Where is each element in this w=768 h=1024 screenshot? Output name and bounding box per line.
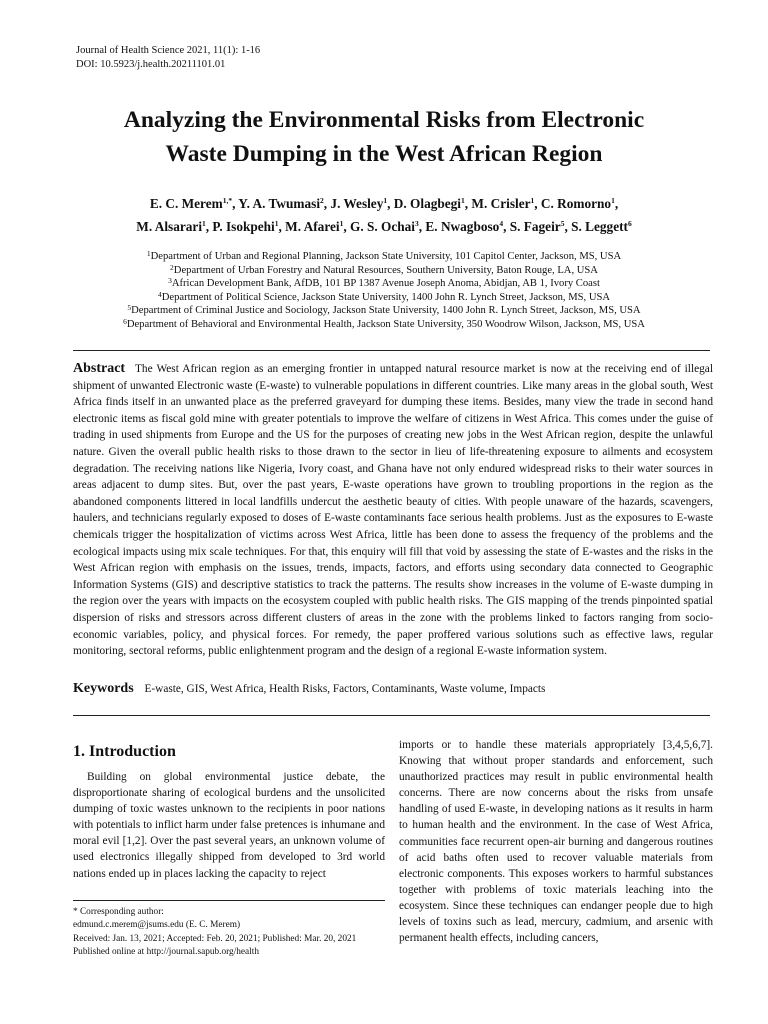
author-name: S. Fageir [509, 219, 561, 234]
author-name: M. Crisler [471, 196, 531, 211]
author-affiliation: 1 [461, 196, 465, 205]
author-name: M. Alsarari [136, 219, 203, 234]
author-affiliation: 1 [274, 219, 279, 228]
footnote-divider [73, 900, 385, 901]
author-affiliation: 3 [415, 219, 419, 228]
author-affiliation: 6 [627, 219, 632, 228]
author-line-2: M. Alsarari$^1$, P. Isokpehi$^1$, M. Afarei$^1$, G. S. Ochai$^3$, E. Nwagboso$^4$, S. Fageir$^5$, S. Leggett$^6$ [136, 219, 632, 234]
corresponding-author-label: * Corresponding author: [73, 907, 164, 917]
affiliation-text: Department of Urban Forestry and Natural Resources, Southern University, Baton Rouge, LA, USA [173, 264, 598, 276]
intro-paragraph-right: imports or to handle these materials appropriately [3,4,5,6,7]. Knowing that without proper standards and enforcement, such unauthorized practices may result in public environmental health concerns. There are now concerns about the risks from unsafe handling of used E-waste, in developing nations as it results in harm to human health and the environment. In the case of West Africa, communities face recurrent open-air burning and dangerous routines of acid baths often used to recover valuable materials from electronic components. This exposes workers to harmful substances together with problems of toxic materials leaching into the ecosystem. Since these techniques can endanger people due to high levels of toxins such as lead, mercury, cadmium, and arsenic with permanent health effects, including cancers, [399, 739, 713, 945]
affiliation-item [40, 291, 728, 305]
author-line-1: E. C. Merem$^{1,*}$, Y. A. Twumasi$^2$, J. Wesley$^1$, D. Olagbegi$^1$, M. Crisler$^1$, C. Romorno$^1$, [149, 196, 619, 211]
author-affiliation: 5 [560, 219, 565, 228]
affiliation-text: Department of Urban and Regional Planning, Jackson State University, 101 Capitol Center, Jackson, MS, USA [150, 251, 622, 262]
abstract-top-divider [73, 350, 710, 351]
author-affiliation: 1 [383, 196, 388, 205]
intro-paragraph-left: Building on global environmental justice debate, the disproportionate sharing of ecological burdens and the unsolicited dumping of toxic wastes unknown to the recipients in poor nations with potentials to inflict harm under false pretences is inhumane and moral evil [1,2]. Over the past several years, an unknown volume of used electronics illegally shipped from developed to 3rd world nations ended up in places lacking the capacity to reject [73, 771, 385, 880]
affiliation-number: 2 [170, 262, 174, 272]
keywords-section [73, 680, 713, 698]
author-affiliation: 1 [611, 196, 615, 205]
author-name: E. Nwagboso [425, 219, 500, 234]
affiliation-list [40, 250, 728, 332]
affiliation-item [40, 318, 728, 332]
journal-citation: Journal of Health Science 2021, 11(1): 1-16 [76, 45, 261, 56]
author-name: M. Afarei [285, 219, 340, 234]
published-online: Published online at http://journal.sapub.org/health [73, 946, 260, 957]
affiliation-text: Department of Criminal Justice and Sociology, Jackson State University, 1400 John R. Lynch Street, Jackson, MS, USA [131, 305, 641, 317]
abstract-heading: Abstract [73, 361, 126, 376]
author-name: S. Leggett [571, 219, 628, 234]
affiliation-number: 6 [123, 316, 127, 326]
keywords-heading: Keywords [73, 681, 134, 696]
title-line-1: Analyzing the Environmental Risks from Electronic [123, 107, 645, 133]
affiliation-number: 3 [168, 276, 172, 286]
corresponding-email: edmund.c.merem@jsums.edu (E. C. Merem) [73, 920, 241, 931]
affiliation-item [40, 277, 728, 291]
footnote [73, 906, 393, 959]
abstract-text: The West African region as an emerging frontier in untapped natural resource market is now at the receiving end of illegal shipment of unwanted Electronic waste (E-waste) to vulnerable populations in different countries. Like many areas in the global south, West Africa finds itself in an unwanted place as the preferred graveyard for dumping these items. Besides, many view the trade in second hand electronic items as fiscal gold mine with greater potentials to improve the welfare of citizens in West Africa. This comes under the guise of trading in used shipments from Europe and the US for the purposes of creating new jobs in the West African region, despite the unlawful nature. Given the overall public health risks to those drawn to the sector in lieu of life-threatening exposure to ailments and ecosystem degradation. The receiving nations like Nigeria, Ivory coast, and Ghana have not only endured widespread risks to their water sources in areas adjacent to dump sites. But, over the past years, E-waste operations have grown to troubling proportions in the region as the abandoned components littered in local landfills undercut the aesthetic beauty of cities. With people unaware of the hazards, scavengers, haulers, and technicians regularly exposed to doses of E-waste contaminants face serious health problems. Just as the exposures to E-waste chemicals trigger the hospitalization of victims across West Africa, little has been done to assess the frequency of the problems and the ecological impacts using mix scale techniques. For that, this enquiry will fill that void by assessing the state of E-wastes and the risks in the West African region with emphasis on the issues, trends, impacts, factors, and efforts using secondary data connected to Geographic Information Systems (GIS) and descriptive statistics to track the patterns. The results show increases in the volume of E-waste dumping in the region over the years with impacts on the ecosystem coupled with public health risks. The GIS mapping of the trends pinpointed spatial dispersion of risks and stressors across different clusters of areas in the zone with the problems linked to factors ranging from socio-economic variables, policy, and physical forces. For remedy, the paper proffered various solutions such as effective laws, regular monitoring, sectoral reforms, public enlightenment program and the design of a regional E-waste information system. [73, 363, 713, 658]
right-column [399, 737, 713, 946]
affiliation-number: 1 [146, 249, 151, 258]
author-name: P. Isokpehi [212, 219, 275, 234]
affiliation-item [40, 250, 728, 264]
keywords-text: E-waste, GIS, West Africa, Health Risks, Factors, Contaminants, Waste volume, Impacts [144, 683, 546, 695]
author-name: G. S. Ochai [349, 219, 416, 234]
affiliation-item [40, 304, 728, 318]
abstract-bottom-divider [73, 715, 710, 716]
author-affiliation: 1 [530, 196, 535, 205]
left-column [73, 769, 385, 882]
affiliation-item [40, 264, 728, 278]
author-affiliation: 1 [202, 219, 206, 228]
author-affiliation: 2 [320, 196, 324, 205]
author-name: E. C. Merem [149, 196, 223, 211]
author-name: C. Romorno [540, 196, 612, 211]
author-affiliation: 1 [339, 219, 344, 228]
publication-dates: Received: Jan. 13, 2021; Accepted: Feb. 20, 2021; Published: Mar. 20, 2021 [73, 933, 357, 944]
author-affiliation: 4 [499, 219, 504, 228]
paper-title [40, 103, 728, 171]
affiliation-number: 5 [127, 303, 132, 313]
author-list [40, 192, 728, 238]
abstract-section [73, 361, 713, 660]
author-affiliation: 1,* [222, 196, 233, 205]
author-name: Y. A. Twumasi [238, 196, 321, 211]
author-name: J. Wesley [330, 196, 384, 211]
affiliation-text: African Development Bank, AfDB, 101 BP 1387 Avenue Joseph Anoma, Abidjan, AB 1, Ivory Coast [171, 278, 600, 290]
author-name: D. Olagbegi [393, 196, 462, 211]
affiliation-text: Department of Behavioral and Environmental Health, Jackson State University, 350 Woodrow Wilson, Jackson, MS, USA [126, 318, 645, 330]
journal-header [76, 44, 260, 72]
title-line-2: Waste Dumping in the West African Region [165, 141, 603, 167]
affiliation-text: Department of Political Science, Jackson State University, 1400 John R. Lynch Street, Jackson, MS, USA [161, 291, 611, 303]
introduction-heading: 1. Introduction [73, 743, 176, 760]
affiliation-number: 4 [157, 289, 162, 299]
doi: DOI: 10.5923/j.health.20211101.01 [76, 59, 226, 70]
